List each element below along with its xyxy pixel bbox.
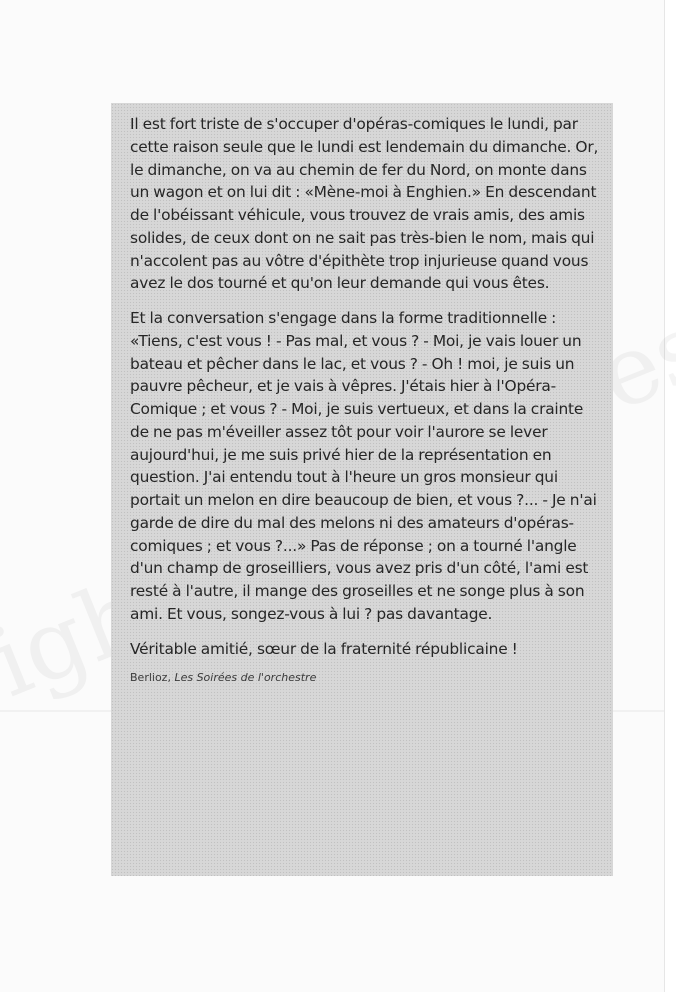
- quote-attribution: [130, 670, 599, 686]
- quote-box: [111, 103, 613, 876]
- attribution-author: Berlioz,: [130, 671, 171, 685]
- quote-paragraph-2: Et la conversation s'engage dans la forme traditionnelle : «Tiens, c'est vous ! - Pas mal, et vous ? - Moi, je vais louer un bateau et pêcher dans le lac, et vous ? - Oh ! moi, je suis un pauvre pêcheur, et je vais à vêpres. J'étais hier à l'Opéra-Comique ; et vous ? - Moi, je suis vertueux, et dans la crainte de ne pas m'éveiller assez tôt pour voir l'aurore se lever aujourd'hui, je me suis privé hier de la représentation en question. J'ai entendu tout à l'heure un gros monsieur qui portait un melon en dire beaucoup de bien, et vous ?... - Je n'ai garde de dire du mal des melons ni des amateurs d'opéras-comiques ; et vous ?...» Pas de réponse ; on a tourné l'angle d'un champ de groseilliers, vous avez pris d'un côté, l'ami est resté à l'autre, il mange des groseilles et ne songe plus à son ami. Et vous, songez-vous à lui ? pas davantage.: [130, 309, 597, 623]
- quote-paragraph-3: Véritable amitié, sœur de la fraternité républicaine !: [130, 639, 518, 658]
- quote-paragraph-1: Il est fort triste de s'occuper d'opéras-comiques le lundi, par cette raison seule que le lundi est lendemain du dimanche. Or, le dimanche, on va au chemin de fer du Nord, on monte dans un wagon et on lui dit : «Mène-moi à Enghien.» En descendant de l'obéissant véhicule, vous trouvez de vrais amis, des amis solides, de ceux dont on ne sait pas très-bien le nom, mais qui n'accolent pas au vôtre d'épithète trop injurieuse quand vous avez le dos tourné et qu'on leur demande qui vous êtes.: [130, 115, 599, 293]
- attribution-work-title: Les Soirées de l'orchestre: [174, 671, 317, 685]
